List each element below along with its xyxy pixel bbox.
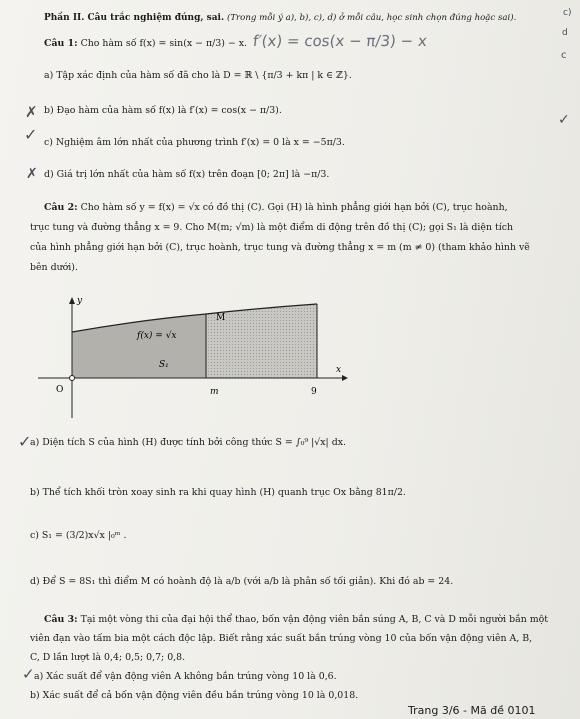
q2-line-4: bên dưới). bbox=[30, 262, 78, 273]
q1-option-c: c) Nghiệm âm lớn nhất của phương trình f′(x) = 0 là x = −5π/3. bbox=[44, 137, 345, 148]
q2-line-2: trục tung và đường thẳng x = 9. Cho M(m; √m) là một điểm di động trên đồ thị (C); gọi S₁ là diện tích bbox=[30, 222, 514, 233]
q2-line-3: của hình phẳng giới hạn bởi (C), trục hoành, trục tung và đường thẳng x = m (m ≠ 0) (tham khảo hình vẽ bbox=[30, 242, 530, 253]
cross-mark-icon: ✗ bbox=[25, 103, 38, 121]
q2-line-1 bbox=[44, 202, 508, 214]
q2-text-1: Cho hàm số y = f(x) = √x có đồ thị (C). Gọi (H) là hình phẳng giới hạn bởi (C), trục hoành, bbox=[80, 202, 508, 213]
q2-option-d: d) Để S = 8S₁ thì điểm M có hoành độ là a/b (với a/b là phân số tối giản). Khi đó ab = 24. bbox=[30, 576, 454, 587]
s1-region bbox=[72, 314, 206, 378]
q2-label: Câu 2: bbox=[44, 202, 78, 213]
x-axis-label: x bbox=[336, 365, 342, 375]
area-graph bbox=[30, 292, 350, 420]
q3-line-1 bbox=[44, 614, 548, 626]
y-axis-arrow-icon bbox=[69, 297, 75, 304]
x-axis-arrow-icon bbox=[342, 375, 348, 381]
q1-stem-line bbox=[44, 38, 247, 50]
q3-label: Câu 3: bbox=[44, 614, 78, 625]
margin-letter-d: d bbox=[562, 28, 568, 38]
margin-letter-c: c) bbox=[563, 8, 572, 18]
q3-option-a: a) Xác suất để vận động viên A không bắn trúng vòng 10 là 0,6. bbox=[34, 671, 337, 682]
q3-text-1: Tại một vòng thi của đại hội thể thao, bốn vận động viên bắn súng A, B, C và D mỗi người bắn một bbox=[80, 614, 549, 625]
nine-tick-label: 9 bbox=[311, 387, 317, 397]
q3-option-b: b) Xác suất để cả bốn vận động viên đều bắn trúng vòng 10 là 0,018. bbox=[30, 690, 359, 701]
y-axis-label: y bbox=[77, 296, 83, 306]
q1-option-d: d) Giá trị lớn nhất của hàm số f(x) trên đoạn [0; 2π] là −π/3. bbox=[44, 169, 330, 180]
section-title: Phần II. Câu trắc nghiệm đúng, sai. bbox=[44, 13, 225, 23]
cross-mark-icon: ✗ bbox=[26, 166, 38, 182]
curve-label: f(x) = √x bbox=[137, 331, 177, 341]
s1-label: S₁ bbox=[159, 360, 169, 370]
q1-option-b: b) Đạo hàm của hàm số f(x) là f′(x) = cos(x − π/3). bbox=[44, 105, 282, 116]
page-footer: Trang 3/6 - Mã đề 0101 bbox=[408, 704, 536, 717]
check-mark-icon: ✓ bbox=[18, 432, 32, 451]
origin-dot bbox=[70, 376, 75, 381]
q3-line-3: C, D lần lượt là 0,4; 0,5; 0,7; 0,8. bbox=[30, 652, 186, 663]
check-mark-icon: ✓ bbox=[558, 112, 570, 128]
q3-line-2: viên đạn vào tấm bia một cách độc lập. Biết rằng xác suất bắn trúng vòng 10 của bốn vận động viên A, B, bbox=[30, 633, 533, 644]
origin-label: O bbox=[56, 385, 64, 395]
q1-stem: Cho hàm số f(x) = sin(x − π/3) − x. bbox=[80, 38, 247, 49]
q2-option-a: a) Diện tích S của hình (H) được tính bởi công thức S = ∫₀⁹ |√x| dx. bbox=[30, 437, 346, 448]
margin-letter-c2: c bbox=[561, 50, 567, 61]
check-mark-icon: ✓ bbox=[24, 125, 38, 144]
m-tick-label: m bbox=[210, 387, 219, 397]
q1-option-a: a) Tập xác định của hàm số đã cho là D = ℝ \ {π/3 + kπ | k ∈ ℤ}. bbox=[44, 70, 352, 81]
check-mark-icon: ✓ bbox=[22, 665, 35, 683]
section-header bbox=[44, 12, 516, 24]
q2-option-b: b) Thể tích khối tròn xoay sinh ra khi quay hình (H) quanh trục Ox bằng 81π/2. bbox=[30, 487, 406, 498]
point-m-label: M bbox=[216, 313, 226, 323]
section-note: (Trong mỗi ý a), b), c), d) ở mỗi câu, học sinh chọn đúng hoặc sai). bbox=[226, 13, 517, 23]
q1-label: Câu 1: bbox=[44, 38, 78, 49]
q2-option-c: c) S₁ = (3/2)x√x |₀ᵐ . bbox=[30, 530, 127, 541]
handwritten-derivative: f′(x) = cos(x − π/3) − x bbox=[252, 32, 428, 50]
